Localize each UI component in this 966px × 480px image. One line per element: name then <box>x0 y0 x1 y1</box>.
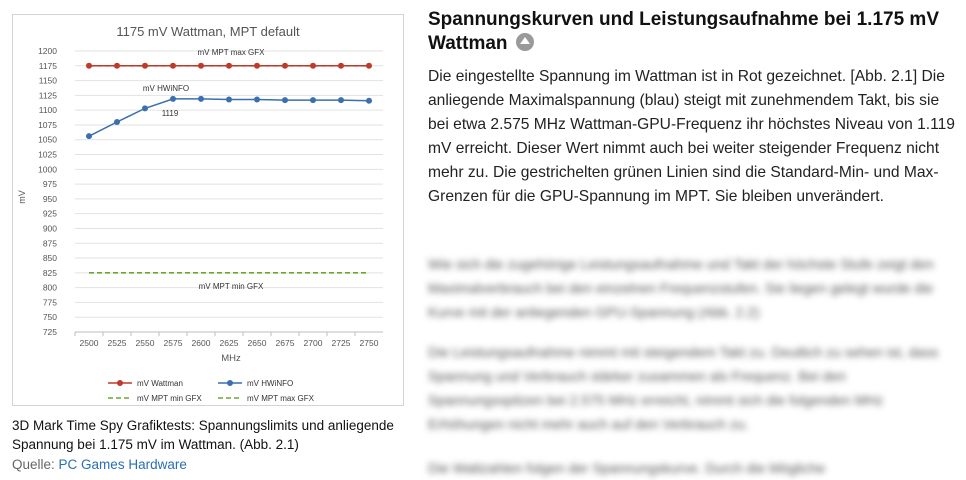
y-tick-label: 850 <box>42 253 57 264</box>
y-axis-label: mV <box>17 190 27 204</box>
article-headline <box>428 8 958 56</box>
data-point-mv-wattman <box>254 63 260 69</box>
data-point-mv-hwinfo <box>170 96 176 102</box>
x-tick-label: 2675 <box>275 338 295 348</box>
annotation-min: mV MPT min GFX <box>198 282 264 291</box>
y-tick-label: 1125 <box>38 90 57 101</box>
legend-label-mv-wattman: mV Wattman <box>137 379 183 388</box>
x-tick-label: 2700 <box>303 338 323 348</box>
y-tick-label: 750 <box>42 312 57 323</box>
x-tick-label: 2525 <box>107 338 127 348</box>
x-tick-label: 2625 <box>219 338 239 348</box>
blurred-paragraph-1: Wie sich die zugehörige Leistungsaufnahme und Takt der höchste Stufe zeigt den Maximalverbrauch bei den einzelnen Frequenzstufen. Sie liegen gelegt wurde die Kurve mit der anliegenden GPU-Spannung (Abb. 2.2) <box>428 256 934 320</box>
annotation-max: mV MPT max GFX <box>197 48 265 57</box>
voltage-chart <box>13 15 403 405</box>
annotation-peak: 1119 <box>161 109 179 118</box>
data-point-mv-hwinfo <box>338 97 344 103</box>
data-point-mv-hwinfo <box>254 97 260 103</box>
article-paragraph: Die eingestellte Spannung im Wattman ist in Rot gezeichnet. [Abb. 2.1] Die anliegende Maximalspannung (blau) steigt mit zunehmendem Takt, bis sie bei etwa 2.575 MHz Wattman-GPU-Frequenz ihr höchstes Niveau von 1.119 mV erreicht. Dieser Wert nimmt auch bei weiter steigender Frequenz nicht mehr zu. Die gestrichelten grünen Linien sind die Standard-Min- und Max-Grenzen für die GPU-Spannung im MPT. Sie bleiben unverändert. <box>428 68 955 205</box>
series-line-mv-hwinfo <box>89 99 369 136</box>
y-tick-label: 975 <box>42 179 57 190</box>
figure-source <box>12 457 187 472</box>
data-point-mv-wattman <box>142 63 148 69</box>
data-point-mv-hwinfo <box>226 97 232 103</box>
x-tick-label: 2750 <box>359 338 379 348</box>
data-point-mv-wattman <box>226 63 232 69</box>
y-tick-label: 950 <box>42 193 57 204</box>
data-point-mv-hwinfo <box>142 105 148 111</box>
legend-label-mv-hwinfo: mV HWiNFO <box>247 379 294 388</box>
data-point-mv-wattman <box>338 63 344 69</box>
chart-series <box>86 63 372 273</box>
y-tick-label: 925 <box>42 208 57 219</box>
legend-marker-mv-hwinfo <box>227 380 233 386</box>
x-tick-label: 2575 <box>163 338 183 348</box>
y-tick-label: 1000 <box>38 164 57 175</box>
x-tick-label: 2600 <box>191 338 211 348</box>
source-label: Quelle: <box>12 457 55 472</box>
headline-text: Spannungskurven und Leistungsaufnahme bei 1.175 mV Wattman <box>428 9 939 54</box>
annotation-hwinfo: mV HWiNFO <box>142 84 190 93</box>
legend-label-mv-mpt-min-gfx: mV MPT min GFX <box>137 394 202 403</box>
x-tick-label: 2650 <box>247 338 267 348</box>
data-point-mv-wattman <box>198 63 204 69</box>
x-tick-label: 2725 <box>331 338 351 348</box>
chart-legend <box>108 379 315 403</box>
y-tick-label: 1150 <box>38 75 57 86</box>
y-tick-label: 775 <box>42 297 57 308</box>
blurred-paragraph-2: Die Leistungsaufnahme nimmt mit steigendem Takt zu. Deutlich zu sehen ist, dass Spannung und Verbrauch stärker zusammen als Frequenz. Bei den Spannungsspitzen bei 2.575 MHz erreicht, nimmt sich die folgenden MHz Erhöhungen nicht mehr auch auf den Verbrauch zu. <box>428 344 939 432</box>
blurred-paragraph-3: Die Wattzahlen folgen der Spannungskurve. Durch die Mögliche <box>428 460 826 476</box>
x-tick-labels <box>80 338 379 348</box>
y-tick-label: 1100 <box>38 105 57 116</box>
y-tick-label: 875 <box>42 238 57 249</box>
y-tick-label: 1175 <box>38 60 57 71</box>
y-tick-label: 825 <box>42 267 57 278</box>
x-tick-label: 2500 <box>79 338 99 348</box>
y-tick-label: 1025 <box>38 149 57 160</box>
y-tick-label: 800 <box>42 282 57 293</box>
y-tick-label: 1075 <box>38 119 57 130</box>
chart-title: 1175 mV Wattman, MPT default <box>116 24 300 39</box>
collapse-up-icon[interactable] <box>516 33 534 51</box>
x-tick-label: 2550 <box>135 338 155 348</box>
x-axis-label: MHz <box>221 353 241 364</box>
data-point-mv-hwinfo <box>86 133 92 139</box>
source-link[interactable]: PC Games Hardware <box>58 457 187 472</box>
figure-caption: 3D Mark Time Spy Grafiktests: Spannungslimits und anliegende Spannung bei 1.175 mV im Wattman. (Abb. 2.1) <box>12 418 394 452</box>
chart-figure <box>12 14 404 406</box>
data-point-mv-wattman <box>366 63 372 69</box>
data-point-mv-hwinfo <box>198 96 204 102</box>
legend-marker-mv-wattman <box>117 380 123 386</box>
data-point-mv-hwinfo <box>114 119 120 125</box>
data-point-mv-wattman <box>86 63 92 69</box>
chart-gridlines <box>75 51 383 336</box>
y-tick-label: 900 <box>42 223 57 234</box>
y-tick-labels <box>38 46 57 337</box>
data-point-mv-wattman <box>310 63 316 69</box>
data-point-mv-hwinfo <box>282 97 288 103</box>
y-tick-label: 1200 <box>38 46 57 56</box>
data-point-mv-wattman <box>114 63 120 69</box>
data-point-mv-hwinfo <box>366 98 372 104</box>
legend-label-mv-mpt-max-gfx: mV MPT max GFX <box>247 394 314 403</box>
data-point-mv-wattman <box>282 63 288 69</box>
y-tick-label: 725 <box>42 327 57 337</box>
data-point-mv-wattman <box>170 63 176 69</box>
article <box>428 8 958 209</box>
data-point-mv-hwinfo <box>310 97 316 103</box>
y-tick-label: 1050 <box>38 134 57 145</box>
